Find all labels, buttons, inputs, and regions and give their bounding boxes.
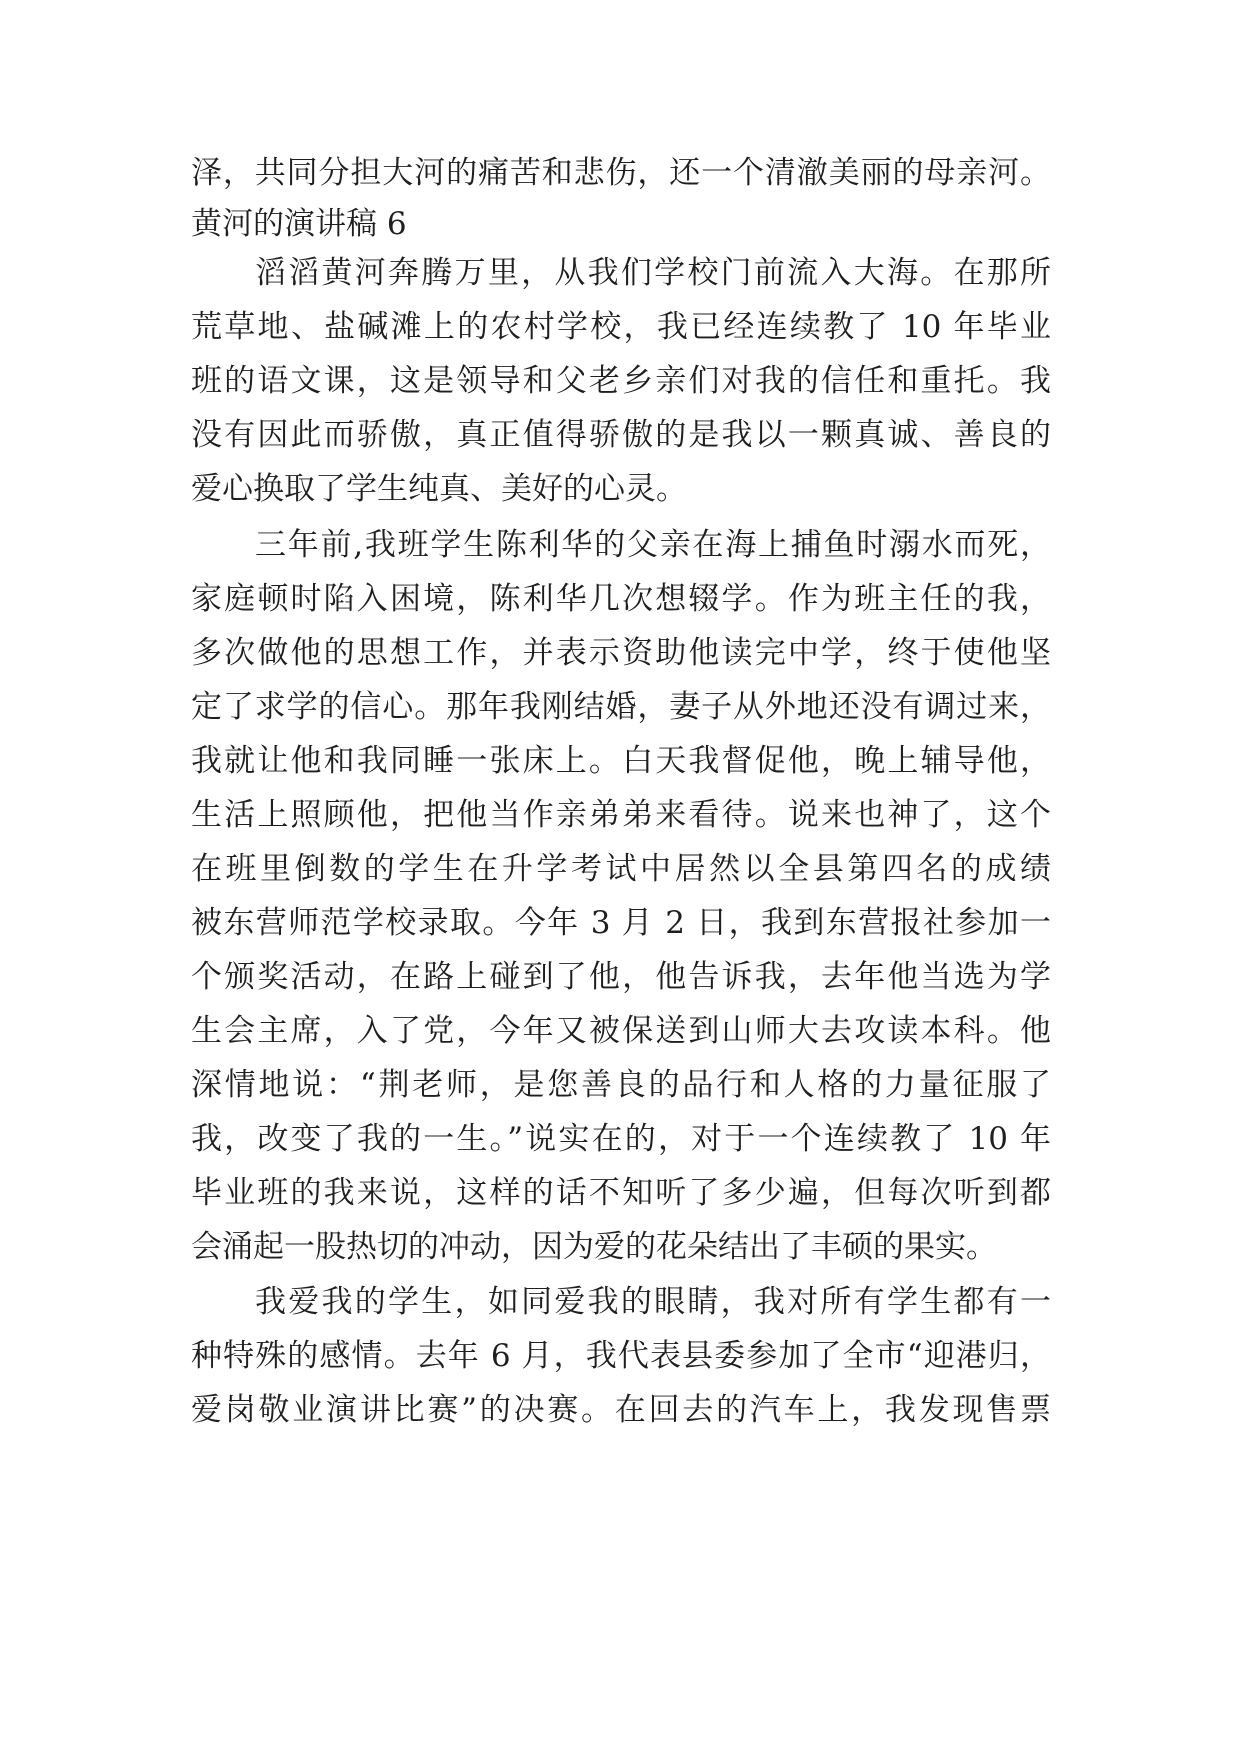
- text-line: 在班里倒数的学生在升学考试中居然以全县第四名的成绩: [191, 851, 1051, 887]
- text-line: 种特殊的感情。去年 6 月，我代表县委参加了全市“迎港归，: [191, 1338, 1051, 1374]
- text-line: 毕业班的我来说，这样的话不知听了多少遍，但每次听到都: [191, 1175, 1051, 1211]
- text-line: 荒草地、盐碱滩上的农村学校，我已经连续教了 10 年毕业: [191, 309, 1051, 345]
- section-heading: 黄河的演讲稿 6: [191, 206, 407, 242]
- text-line: 生活上照顾他，把他当作亲弟弟来看待。说来也神了，这个: [191, 797, 1051, 833]
- text-line: 多次做他的思想工作，并表示资助他读完中学，终于使他坚: [191, 635, 1051, 671]
- text-line: 我爱我的学生，如同爱我的眼睛，我对所有学生都有一: [255, 1284, 1051, 1320]
- text-line: 我，改变了我的一生。”说实在的，对于一个连续教了 10 年: [191, 1121, 1051, 1157]
- text-line: 我就让他和我同睡一张床上。白天我督促他，晚上辅导他，: [191, 743, 1051, 779]
- text-line: 滔滔黄河奔腾万里，从我们学校门前流入大海。在那所: [255, 255, 1051, 291]
- text-line: 三年前,我班学生陈利华的父亲在海上捕鱼时溺水而死，: [255, 527, 1051, 563]
- text-line: 爱岗敬业演讲比赛”的决赛。在回去的汽车上，我发现售票: [191, 1392, 1051, 1428]
- text-line: 班的语文课，这是领导和父老乡亲们对我的信任和重托。我: [191, 363, 1051, 399]
- text-line: 没有因此而骄傲，真正值得骄傲的是我以一颗真诚、善良的: [191, 417, 1051, 453]
- text-line: 家庭顿时陷入困境，陈利华几次想辍学。作为班主任的我，: [191, 581, 1051, 617]
- text-line: 深情地说：“荆老师，是您善良的品行和人格的力量征服了: [191, 1067, 1051, 1103]
- text-line: 生会主席，入了党，今年又被保送到山师大去攻读本科。他: [191, 1013, 1051, 1049]
- text-line: 爱心换取了学生纯真、美好的心灵。: [191, 471, 687, 507]
- text-line: 被东营师范学校录取。今年 3 月 2 日，我到东营报社参加一: [191, 905, 1051, 941]
- text-line: 定了求学的信心。那年我刚结婚，妻子从外地还没有调过来，: [191, 689, 1051, 725]
- text-line: 会涌起一股热切的冲动，因为爱的花朵结出了丰硕的果实。: [191, 1229, 997, 1265]
- text-line: 泽，共同分担大河的痛苦和悲伤，还一个清澈美丽的母亲河。: [191, 155, 1051, 191]
- text-line: 个颁奖活动，在路上碰到了他，他告诉我，去年他当选为学: [191, 959, 1051, 995]
